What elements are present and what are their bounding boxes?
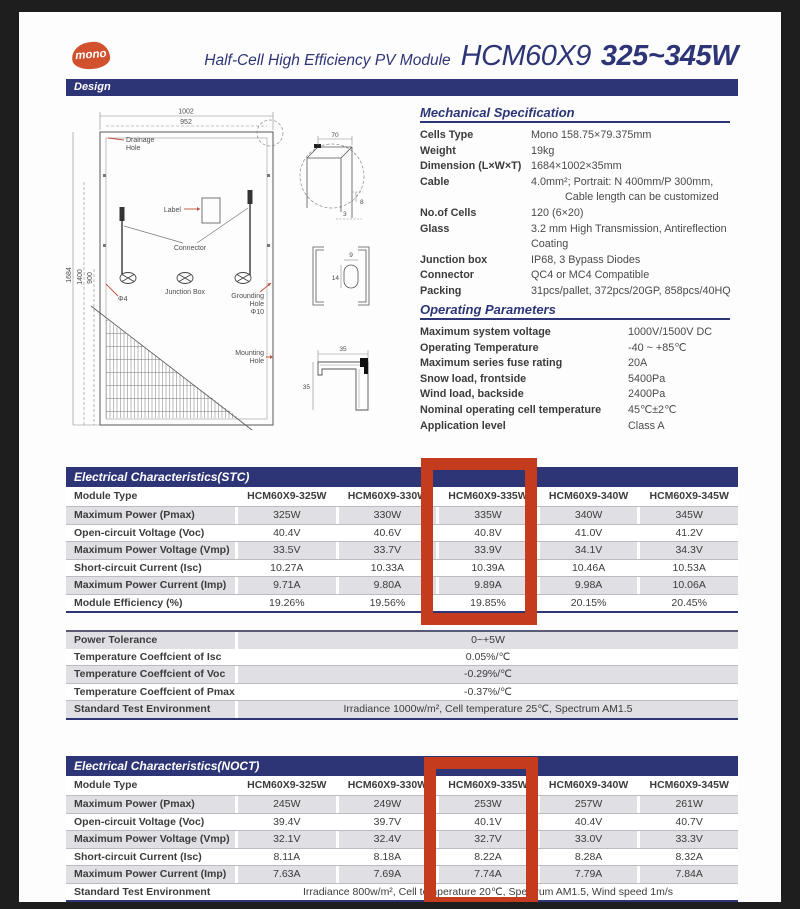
table-cell: 10.27A bbox=[235, 560, 336, 577]
tolerance-row bbox=[66, 683, 738, 701]
row-value: 0.05%/℃ bbox=[235, 649, 738, 666]
phi4-label: Φ4 bbox=[118, 296, 128, 303]
table-cell: 330W bbox=[336, 507, 437, 524]
section-rule bbox=[420, 121, 730, 123]
spec-label: Junction box bbox=[420, 253, 488, 266]
row-label: Maximum Power Voltage (Vmp) bbox=[66, 831, 235, 848]
table-cell: 8.11A bbox=[235, 849, 336, 866]
row-label: Short-circuit Current (Isc) bbox=[74, 850, 202, 863]
row-label: Standard Test Environment bbox=[74, 885, 211, 898]
viewer-frame-left bbox=[0, 0, 19, 909]
tolerance-row bbox=[66, 665, 738, 683]
row-value: -0.29%/℃ bbox=[235, 666, 738, 683]
column-header: HCM60X9-335W bbox=[436, 487, 537, 506]
table-cell: 33.7V bbox=[336, 542, 437, 559]
spec-row bbox=[420, 356, 750, 372]
table-cell: 9.80A bbox=[336, 577, 437, 594]
spec-row bbox=[420, 190, 750, 206]
table-cell: 10.39A bbox=[436, 560, 537, 577]
spec-value: Class A bbox=[628, 419, 665, 432]
row-label: Open-circuit Voltage (Voc) bbox=[74, 815, 205, 828]
column-header: HCM60X9-345W bbox=[637, 487, 738, 506]
table-cell: 7.69A bbox=[336, 866, 437, 883]
slot-dim-9: 9 bbox=[349, 252, 353, 259]
table-row bbox=[66, 541, 738, 559]
table-cell: 8.28A bbox=[537, 849, 638, 866]
row-label: Power Tolerance bbox=[66, 632, 235, 649]
table-cell: 39.4V bbox=[235, 814, 336, 831]
column-header: HCM60X9-345W bbox=[637, 776, 738, 795]
table-cell: 10.33A bbox=[336, 560, 437, 577]
table-cell: 7.63A bbox=[235, 866, 336, 883]
table-bottom-rule bbox=[66, 718, 738, 720]
module-type-header: Module Type bbox=[74, 779, 138, 791]
row-label: Short-circuit Current (Isc) bbox=[74, 561, 202, 574]
corner-detail bbox=[300, 132, 364, 219]
viewer-frame-right bbox=[781, 0, 800, 909]
connector-tip-left bbox=[120, 207, 125, 221]
table-cell: 41.0V bbox=[537, 525, 638, 542]
row-value: Irradiance 800w/m², Cell temperature 20℃, Spectrum AM1.5, Wind speed 1m/s bbox=[235, 884, 738, 901]
column-header: HCM60X9-330W bbox=[336, 487, 437, 506]
spec-row bbox=[420, 325, 750, 341]
spec-label: Connector bbox=[420, 269, 474, 282]
table-header-row bbox=[66, 487, 738, 506]
spec-row bbox=[420, 268, 750, 284]
table-cell: 8.22A bbox=[436, 849, 537, 866]
label-callout: Label bbox=[163, 207, 181, 214]
section-rule bbox=[420, 318, 730, 320]
spec-row bbox=[420, 206, 750, 222]
frame-dim-35h: 35 bbox=[302, 384, 310, 391]
row-label: Maximum Power Voltage (Vmp) bbox=[66, 542, 235, 559]
table-cell: 40.8V bbox=[436, 525, 537, 542]
table-cell: 261W bbox=[637, 796, 738, 813]
row-label: Maximum Power (Pmax) bbox=[66, 796, 235, 813]
column-header: HCM60X9-325W bbox=[235, 776, 336, 795]
spec-label: Snow load, frontside bbox=[420, 372, 527, 385]
mounting-hole-label: Mounting bbox=[235, 350, 264, 357]
junction-box-label: Junction Box bbox=[164, 289, 206, 296]
column-header: HCM60X9-340W bbox=[537, 487, 638, 506]
table-row bbox=[66, 830, 738, 848]
table-row bbox=[66, 865, 738, 883]
spec-value: 19kg bbox=[531, 144, 555, 157]
spec-value: 1684×1002×35mm bbox=[531, 160, 622, 173]
table-cell: 41.2V bbox=[637, 525, 738, 542]
table-row bbox=[66, 594, 738, 612]
dim-1400: 1400 bbox=[77, 269, 84, 285]
operating-params-title: Operating Parameters bbox=[420, 302, 556, 317]
highlight-box-noct-335w bbox=[424, 757, 538, 909]
table-cell: 8.32A bbox=[637, 849, 738, 866]
spec-label: Maximum series fuse rating bbox=[420, 357, 563, 370]
table-cell: 33.9V bbox=[436, 542, 537, 559]
dim-952: 952 bbox=[180, 119, 192, 126]
row-value: -0.37%/℃ bbox=[235, 684, 738, 701]
stc-table bbox=[66, 487, 738, 613]
table-row bbox=[66, 848, 738, 866]
table-cell: 33.3V bbox=[637, 831, 738, 848]
highlight-box-stc-335w bbox=[421, 458, 537, 625]
corner-dim-3: 3 bbox=[343, 211, 347, 218]
mounting-slot-detail bbox=[313, 247, 369, 305]
table-cell: 9.89A bbox=[436, 577, 537, 594]
spec-label: Cable bbox=[420, 175, 450, 188]
table-cell: 32.1V bbox=[235, 831, 336, 848]
table-cell: 39.7V bbox=[336, 814, 437, 831]
table-cell: 9.71A bbox=[235, 577, 336, 594]
spec-value: 31pcs/pallet, 372pcs/20GP, 858pcs/40HQ bbox=[531, 284, 731, 297]
operating-params-list bbox=[420, 325, 750, 434]
dim-1002: 1002 bbox=[178, 108, 194, 116]
spec-value: Cable length can be customized bbox=[565, 191, 719, 204]
table-cell: 34.1V bbox=[537, 542, 638, 559]
mechanical-spec-list bbox=[420, 128, 750, 300]
table-row bbox=[66, 795, 738, 813]
spec-row bbox=[420, 403, 750, 419]
table-cell: 10.46A bbox=[537, 560, 638, 577]
spec-value: 120 (6×20) bbox=[531, 206, 584, 219]
spec-label: Weight bbox=[420, 144, 456, 157]
spec-label: Maximum system voltage bbox=[420, 326, 551, 338]
dim-1684: 1684 bbox=[66, 267, 73, 283]
grounding-hole-label: Grounding bbox=[231, 293, 264, 300]
table-cell: 40.4V bbox=[235, 525, 336, 542]
tolerance-row bbox=[66, 700, 738, 718]
spec-label: Application level bbox=[420, 419, 506, 432]
column-header: HCM60X9-325W bbox=[235, 487, 336, 506]
row-label: Temperature Coeffcient of Isc bbox=[74, 650, 222, 663]
spec-label: Operating Temperature bbox=[420, 341, 539, 354]
table-cell: 33.5V bbox=[235, 542, 336, 559]
table-cell: 19.26% bbox=[235, 595, 336, 612]
corner-dim-70: 70 bbox=[331, 132, 339, 139]
spec-label: Dimension (L×W×T) bbox=[420, 160, 522, 173]
drainage-hole-label2: Hole bbox=[126, 145, 141, 152]
spec-label: Wind load, backside bbox=[420, 388, 524, 401]
mono-badge: mono bbox=[71, 41, 111, 71]
mounting-hole-label2: Hole bbox=[249, 358, 264, 365]
table-cell: 33.0V bbox=[537, 831, 638, 848]
corner-dim-8: 8 bbox=[360, 199, 364, 206]
std-env-row bbox=[66, 883, 738, 901]
spec-label: Cells Type bbox=[420, 129, 474, 141]
table-cell: 7.79A bbox=[537, 866, 638, 883]
table-cell: 40.4V bbox=[537, 814, 638, 831]
table-cell: 10.53A bbox=[637, 560, 738, 577]
spec-row bbox=[420, 144, 750, 160]
row-label: Temperature Coeffcient of Voc bbox=[66, 666, 235, 683]
table-cell: 40.7V bbox=[637, 814, 738, 831]
design-section-header: Design bbox=[66, 79, 738, 96]
row-label: Maximum Power Current (Imp) bbox=[66, 577, 235, 594]
spec-row bbox=[420, 372, 750, 388]
column-header: HCM60X9-330W bbox=[336, 776, 437, 795]
row-label: Open-circuit Voltage (Voc) bbox=[74, 526, 205, 539]
table-row bbox=[66, 524, 738, 542]
table-cell: 20.15% bbox=[537, 595, 638, 612]
table-cell: 32.7V bbox=[436, 831, 537, 848]
spec-value: 45℃±2℃ bbox=[628, 403, 677, 416]
column-header: HCM60X9-340W bbox=[537, 776, 638, 795]
technical-drawing bbox=[60, 100, 410, 455]
spec-row bbox=[420, 175, 750, 191]
spec-row bbox=[420, 419, 750, 435]
spec-value: QC4 or MC4 Compatible bbox=[531, 269, 650, 282]
table-cell: 253W bbox=[436, 796, 537, 813]
tolerance-row bbox=[66, 630, 738, 648]
table-row bbox=[66, 506, 738, 524]
drainage-hole-label: Drainage bbox=[126, 137, 155, 144]
table-header-row bbox=[66, 776, 738, 795]
power-range: 325~345W bbox=[600, 40, 738, 72]
table-cell: 32.4V bbox=[336, 831, 437, 848]
table-cell: 245W bbox=[235, 796, 336, 813]
table-cell: 40.1V bbox=[436, 814, 537, 831]
row-label: Module Efficiency (%) bbox=[74, 596, 183, 609]
table-cell: 19.85% bbox=[436, 595, 537, 612]
row-label: Maximum Power Current (Imp) bbox=[66, 866, 235, 883]
spec-label: Packing bbox=[420, 284, 462, 297]
table-cell: 345W bbox=[637, 507, 738, 524]
grounding-hole-dia: Φ10 bbox=[250, 309, 264, 316]
tolerance-table bbox=[66, 630, 738, 720]
viewer-frame-top bbox=[0, 0, 800, 12]
spec-value: Mono 158.75×79.375mm bbox=[531, 129, 652, 141]
table-row bbox=[66, 576, 738, 594]
table-cell: 19.56% bbox=[336, 595, 437, 612]
connector-tip-right bbox=[248, 190, 253, 204]
table-cell: 7.84A bbox=[637, 866, 738, 883]
spec-row bbox=[420, 387, 750, 403]
table-cell: 257W bbox=[537, 796, 638, 813]
spec-value: 1000V/1500V DC bbox=[628, 326, 713, 338]
spec-row bbox=[420, 128, 750, 144]
spec-row bbox=[420, 341, 750, 357]
row-label: Maximum Power (Pmax) bbox=[66, 507, 235, 524]
product-subtitle: Half-Cell High Efficiency PV Module bbox=[204, 52, 451, 69]
spec-value: 2400Pa bbox=[628, 388, 666, 401]
frame-cross-section bbox=[303, 346, 368, 410]
spec-value: -40 ~ +85℃ bbox=[628, 341, 687, 354]
noct-table bbox=[66, 776, 738, 902]
table-cell: 40.6V bbox=[336, 525, 437, 542]
table-cell: 34.3V bbox=[637, 542, 738, 559]
spec-row bbox=[420, 159, 750, 175]
table-cell: 340W bbox=[537, 507, 638, 524]
stc-section-header: Electrical Characteristics(STC) bbox=[66, 467, 738, 487]
spec-row bbox=[420, 284, 750, 300]
slot-dim-14: 14 bbox=[331, 275, 339, 282]
column-header: HCM60X9-335W bbox=[436, 776, 537, 795]
connector-label: Connector bbox=[173, 245, 207, 252]
spec-value: 3.2 mm High Transmission, Antireflection Coating bbox=[531, 222, 727, 251]
spec-label: Glass bbox=[420, 222, 450, 235]
table-cell: 249W bbox=[336, 796, 437, 813]
spec-label: No.of Cells bbox=[420, 206, 477, 219]
spec-value: 4.0mm²; Portrait: N 400mm/P 300mm, bbox=[531, 175, 714, 188]
table-bottom-rule bbox=[66, 611, 738, 613]
spec-label: Nominal operating cell temperature bbox=[420, 403, 602, 416]
model-name: HCM60X9 bbox=[460, 40, 591, 72]
viewer-frame-bottom bbox=[0, 902, 800, 909]
table-cell: 325W bbox=[235, 507, 336, 524]
row-value: 0~+5W bbox=[235, 632, 738, 649]
table-cell: 20.45% bbox=[637, 595, 738, 612]
spec-row bbox=[420, 253, 750, 269]
noct-section-header: Electrical Characteristics(NOCT) bbox=[66, 756, 738, 776]
row-label: Standard Test Environment bbox=[66, 701, 235, 718]
module-type-header: Module Type bbox=[74, 490, 138, 502]
spec-value: 5400Pa bbox=[628, 372, 666, 385]
spec-value: 20A bbox=[628, 357, 648, 370]
mechanical-spec-title: Mechanical Specification bbox=[420, 105, 575, 120]
table-row bbox=[66, 813, 738, 831]
dim-900: 900 bbox=[87, 272, 94, 284]
table-cell: 8.18A bbox=[336, 849, 437, 866]
table-cell: 7.74A bbox=[436, 866, 537, 883]
table-cell: 335W bbox=[436, 507, 537, 524]
tolerance-row bbox=[66, 648, 738, 666]
grounding-hole-label2: Hole bbox=[249, 301, 264, 308]
row-value: Irradiance 1000w/m², Cell temperature 25℃, Spectrum AM1.5 bbox=[235, 701, 738, 718]
frame-dim-35w: 35 bbox=[339, 346, 347, 353]
spec-value: IP68, 3 Bypass Diodes bbox=[531, 253, 641, 266]
table-cell: 9.98A bbox=[537, 577, 638, 594]
page-title bbox=[204, 40, 738, 73]
table-row bbox=[66, 559, 738, 577]
spec-row bbox=[420, 222, 750, 253]
table-cell: 10.06A bbox=[637, 577, 738, 594]
row-label: Temperature Coeffcient of Pmax bbox=[74, 685, 235, 698]
